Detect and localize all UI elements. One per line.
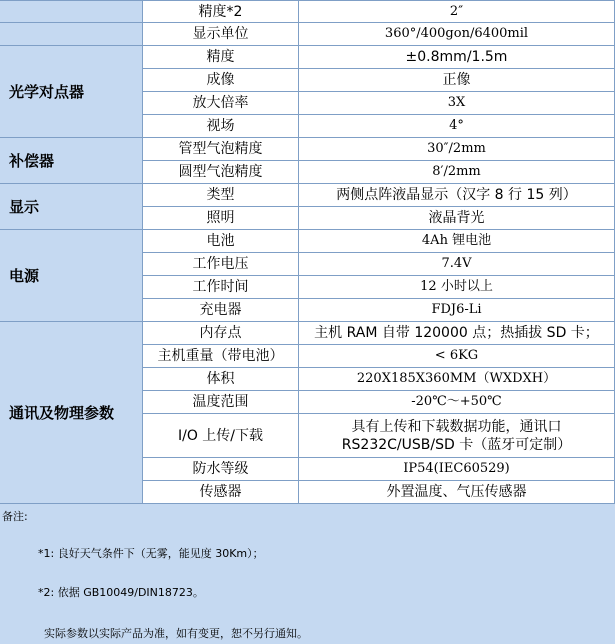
group-cell (1, 1, 143, 23)
param-battery: 电池 (143, 230, 299, 253)
param-image: 成像 (143, 69, 299, 92)
value-working-time: 12 小时以上 (299, 276, 615, 299)
param-charger: 充电器 (143, 299, 299, 322)
spec-row-accuracy (1, 1, 615, 23)
value-sensor: 外置温度、气压传感器 (299, 481, 615, 504)
value-tube-vial: 30″/2mm (299, 138, 615, 161)
group-compensator: 补偿器 (1, 138, 143, 184)
param-plummet-accuracy: 精度 (143, 46, 299, 69)
value-io-line1: 具有上传和下载数据功能，通讯口 (351, 418, 562, 435)
param-illumination: 照明 (143, 207, 299, 230)
value-charger: FDJ6-Li (299, 299, 615, 322)
value-field-of-view: 4° (299, 115, 615, 138)
spec-row-plummet-accuracy (1, 46, 615, 69)
value-circular-vial: 8′/2mm (299, 161, 615, 184)
spec-row-display-type (1, 184, 615, 207)
spec-row-battery (1, 230, 615, 253)
param-sensor: 传感器 (143, 481, 299, 504)
value-display-type: 两侧点阵液晶显示（汉字 8 行 15 列） (299, 184, 615, 207)
group-comm-physical: 通讯及物理参数 (1, 322, 143, 504)
note-2: *2: 依据 GB10049/DIN18723。 (38, 586, 204, 599)
param-magnification: 放大倍率 (143, 92, 299, 115)
notes-title: 备注: (2, 510, 28, 523)
param-accuracy: 精度*2 (143, 1, 299, 23)
note-3: 实际参数以实际产品为准，如有变更，恕不另行通知。 (44, 627, 308, 640)
notes-section (0, 500, 614, 644)
param-circular-vial: 圆型气泡精度 (143, 161, 299, 184)
value-illumination: 液晶背光 (299, 207, 615, 230)
value-memory: 主机 RAM 自带 120000 点；热插拔 SD 卡； (299, 322, 615, 345)
param-io: I/O 上传/下载 (143, 414, 299, 458)
value-accuracy: 2″ (299, 1, 615, 23)
value-plummet-accuracy: ±0.8mm/1.5m (299, 46, 615, 69)
param-weight: 主机重量（带电池） (143, 345, 299, 368)
param-working-time: 工作时间 (143, 276, 299, 299)
param-voltage: 工作电压 (143, 253, 299, 276)
spec-row-display-unit (1, 23, 615, 46)
group-power: 电源 (1, 230, 143, 322)
value-magnification: 3X (299, 92, 615, 115)
value-io (299, 414, 615, 458)
spec-row-memory (1, 322, 615, 345)
group-optical-plummet: 光学对点器 (1, 46, 143, 138)
value-temperature: -20℃～+50℃ (299, 391, 615, 414)
value-battery: 4Ah 锂电池 (299, 230, 615, 253)
note-1: *1: 良好天气条件下（无雾，能见度 30Km）； (38, 547, 264, 560)
param-tube-vial: 管型气泡精度 (143, 138, 299, 161)
value-image: 正像 (299, 69, 615, 92)
value-display-unit: 360°/400gon/6400mil (299, 23, 615, 46)
param-display-type: 类型 (143, 184, 299, 207)
group-cell (1, 23, 143, 46)
group-display: 显示 (1, 184, 143, 230)
param-dimensions: 体积 (143, 368, 299, 391)
value-io-line2: RS232C/USB/SD 卡（蓝牙可定制） (341, 436, 572, 453)
param-temperature: 温度范围 (143, 391, 299, 414)
param-display-unit: 显示单位 (143, 23, 299, 46)
value-weight: < 6KG (299, 345, 615, 368)
spec-row-tube-vial (1, 138, 615, 161)
param-waterproof: 防水等级 (143, 458, 299, 481)
param-memory: 内存点 (143, 322, 299, 345)
value-voltage: 7.4V (299, 253, 615, 276)
param-field-of-view: 视场 (143, 115, 299, 138)
value-dimensions: 220X185X360MM（WXDXH） (299, 368, 615, 391)
value-waterproof: IP54(IEC60529) (299, 458, 615, 481)
